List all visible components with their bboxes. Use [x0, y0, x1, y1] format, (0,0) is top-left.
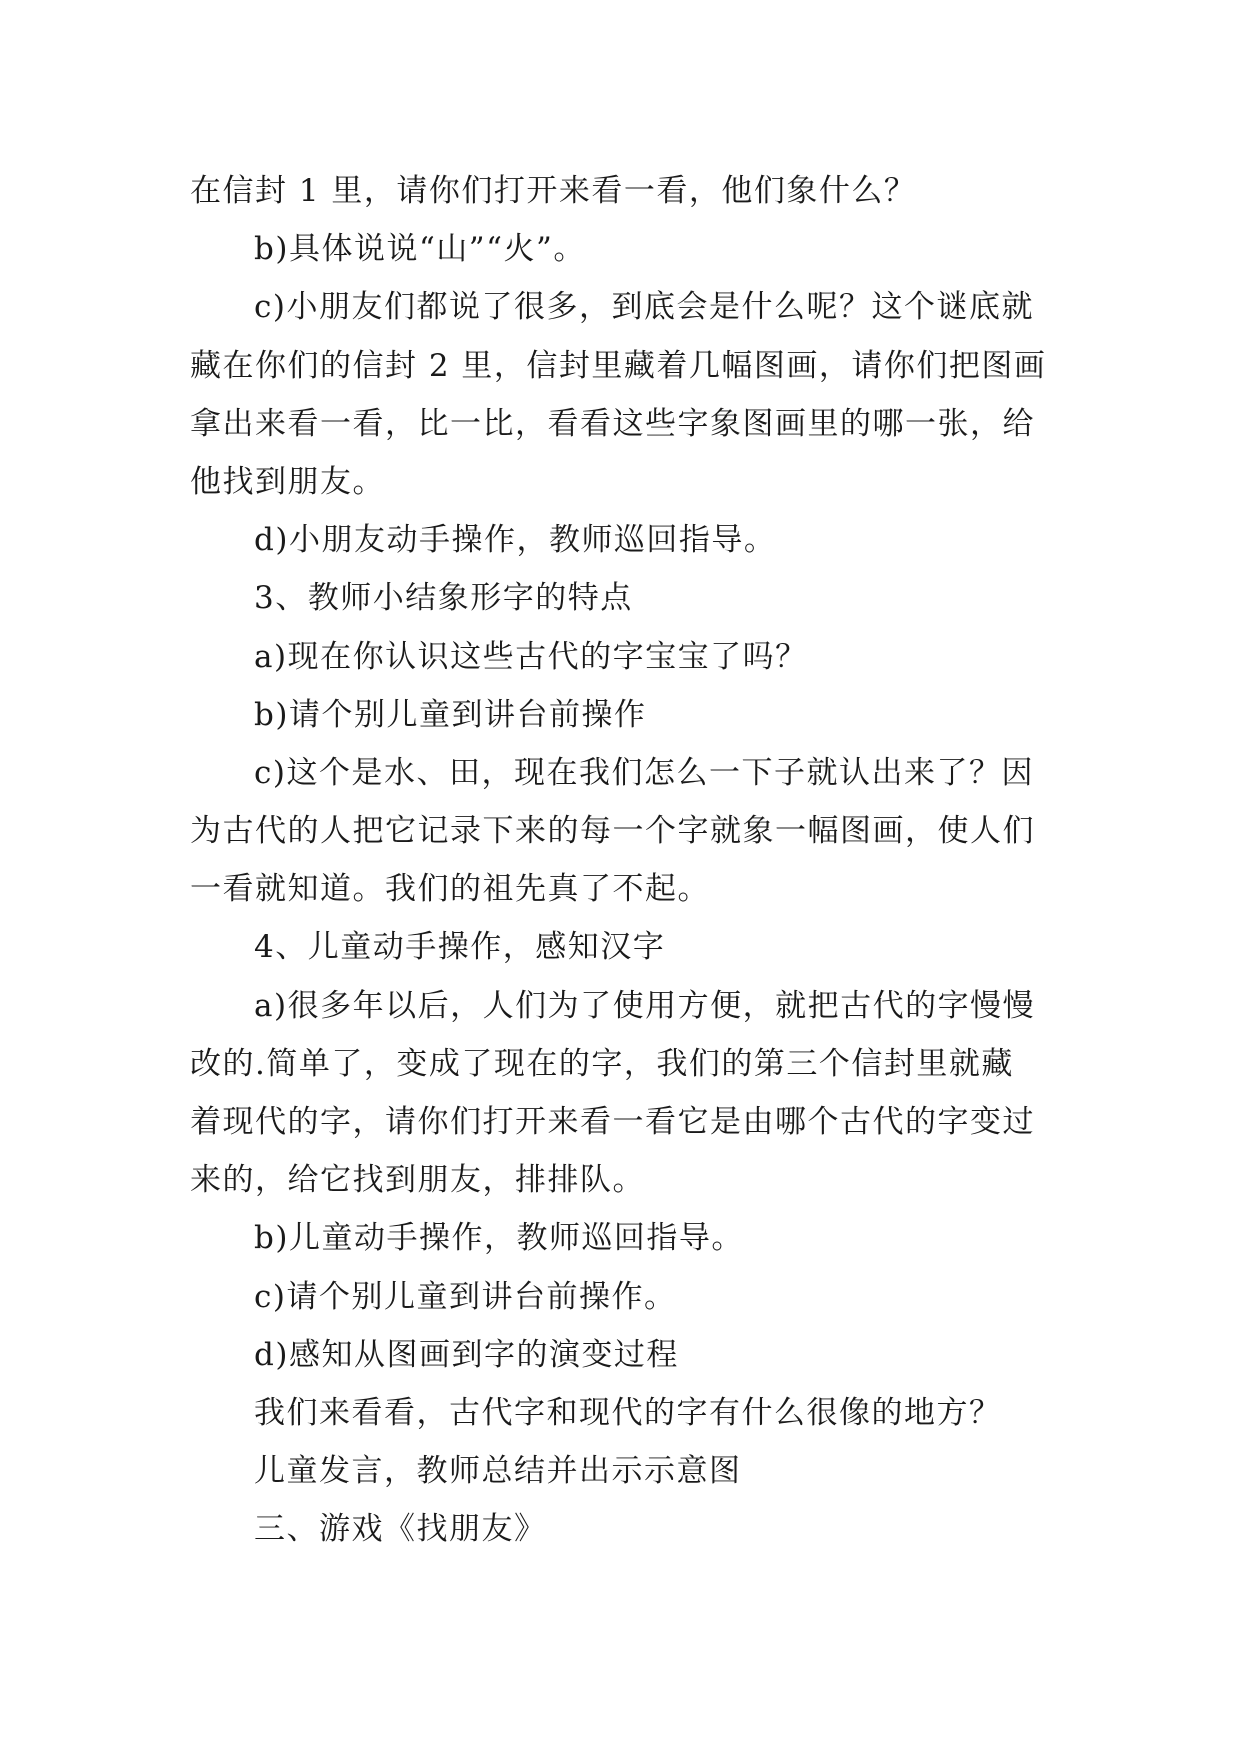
- text-line: 拿出来看一看，比一比，看看这些字象图画里的哪一张，给: [190, 405, 1035, 442]
- text-line: 藏在你们的信封 2 里，信封里藏着几幅图画，请你们把图画: [190, 347, 1047, 384]
- text-line: a)现在你认识这些古代的字宝宝了吗？: [254, 638, 808, 675]
- text-line: 为古代的人把它记录下来的每一个字就象一幅图画，使人们: [190, 813, 1035, 850]
- text-line: 一看就知道。我们的祖先真了不起。: [190, 871, 710, 908]
- text-line: 着现代的字，请你们打开来看一看它是由哪个古代的字变过: [190, 1104, 1035, 1140]
- document-body: [190, 162, 1055, 1559]
- text-line: 三、游戏《找朋友》: [254, 1511, 547, 1548]
- text-line: b)请个别儿童到讲台前操作: [254, 696, 647, 733]
- text-line: a)很多年以后，人们为了使用方便，就把古代的字慢慢: [254, 987, 1036, 1024]
- text-line: c)请个别儿童到讲台前操作。: [254, 1278, 677, 1315]
- text-line: 4、儿童动手操作，感知汉字: [254, 929, 666, 966]
- text-line: 在信封 1 里，请你们打开来看一看，他们象什么？: [190, 173, 917, 209]
- text-line: 3、教师小结象形字的特点: [254, 580, 633, 617]
- text-line: 改的.简单了，变成了现在的字，我们的第三个信封里就藏: [190, 1045, 1014, 1082]
- text-line: c)小朋友们都说了很多，到底会是什么呢？这个谜底就: [254, 289, 1034, 326]
- text-line: 他找到朋友。: [190, 463, 385, 500]
- text-line: b)具体说说“山”“火”。: [254, 231, 586, 268]
- text-line: c)这个是水、田，现在我们怎么一下子就认出来了？因: [254, 754, 1034, 791]
- text-line: 我们来看看，古代字和现代的字有什么很像的地方？: [254, 1394, 1002, 1431]
- text-line: d)感知从图画到字的演变过程: [254, 1336, 679, 1373]
- text-line: d)小朋友动手操作，教师巡回指导。: [254, 522, 777, 559]
- text-line: 来的，给它找到朋友，排排队。: [190, 1162, 645, 1199]
- text-line: b)儿童动手操作，教师巡回指导。: [254, 1220, 744, 1257]
- text-line: 儿童发言，教师总结并出示示意图: [254, 1453, 742, 1490]
